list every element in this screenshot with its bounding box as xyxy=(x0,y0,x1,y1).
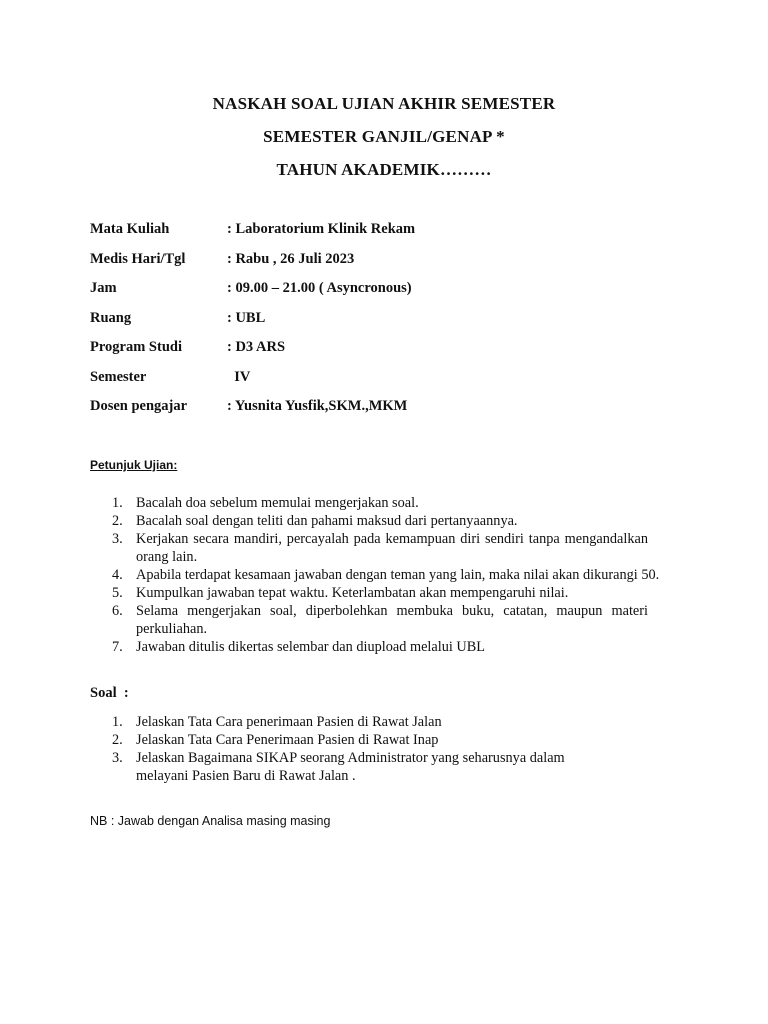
list-item-number: 2. xyxy=(112,732,123,748)
document-title: NASKAH SOAL UJIAN AKHIR SEMESTER xyxy=(212,94,556,113)
list-item xyxy=(90,530,690,566)
info-row-semester xyxy=(90,369,690,399)
instructions-list xyxy=(90,494,690,656)
questions-heading: Soal : xyxy=(90,685,129,701)
list-item-number: 1. xyxy=(112,495,123,511)
list-item-text: Apabila terdapat kesamaan jawaban dengan teman yang lain, maka nilai akan dikurangi 50. xyxy=(136,567,660,583)
info-value: : Rabu , 26 Juli 2023 xyxy=(227,250,355,267)
list-item-text: Jelaskan Tata Cara Penerimaan Pasien di Rawat Inap xyxy=(136,732,439,748)
list-item-text: Jawaban ditulis dikertas selembar dan diupload melalui UBL xyxy=(136,639,485,655)
info-row-time xyxy=(90,280,690,310)
list-item-text: Kumpulkan jawaban tepat waktu. Keterlambatan akan mempengaruhi nilai. xyxy=(136,585,569,601)
info-row-date xyxy=(90,251,690,281)
document-subtitle-year: TAHUN AKADEMIK……… xyxy=(276,160,492,179)
list-item-number: 7. xyxy=(112,639,123,655)
list-item-number: 1. xyxy=(112,714,123,730)
list-item-number: 5. xyxy=(112,585,123,601)
list-item xyxy=(90,638,690,656)
info-row-lecturer xyxy=(90,398,690,428)
info-row-room xyxy=(90,310,690,340)
list-item-text: Selama mengerjakan soal, diperbolehkan membuka buku, catatan, maupun materi perkuliahan. xyxy=(136,603,648,637)
info-label: Jam xyxy=(90,280,117,296)
info-label: Semester xyxy=(90,368,147,385)
info-value: : D3 ARS xyxy=(227,339,286,355)
questions-list xyxy=(90,713,690,785)
list-item-text: Jelaskan Bagaimana SIKAP seorang Administrator yang seharusnya dalam melayani Pasien Baru di Rawat Jalan . xyxy=(136,750,565,784)
list-item-number: 4. xyxy=(112,567,123,583)
info-row-program xyxy=(90,339,690,369)
info-label: Ruang xyxy=(90,309,132,326)
footer-note: NB : Jawab dengan Analisa masing masing xyxy=(90,814,331,828)
info-label: Medis Hari/Tgl xyxy=(90,250,186,267)
instructions-heading: Petunjuk Ujian: xyxy=(90,458,178,472)
list-item-text: Kerjakan secara mandiri, percayalah pada kemampuan diri sendiri tanpa mengandalkan orang lain. xyxy=(136,531,648,565)
list-item-number: 6. xyxy=(112,603,123,619)
document-subtitle-semester: SEMESTER GANJIL/GENAP * xyxy=(263,127,505,146)
info-value: : Laboratorium Klinik Rekam xyxy=(227,221,416,237)
info-value: : 09.00 – 21.00 ( Asyncronous) xyxy=(227,280,412,296)
info-row-course xyxy=(90,221,690,251)
list-item xyxy=(90,602,690,638)
list-item xyxy=(90,713,690,731)
list-item-text: Bacalah soal dengan teliti dan pahami maksud dari pertanyaannya. xyxy=(136,513,518,529)
list-item-text: Jelaskan Tata Cara penerimaan Pasien di Rawat Jalan xyxy=(136,714,442,730)
list-item xyxy=(90,494,690,512)
list-item xyxy=(90,749,690,785)
list-item xyxy=(90,584,690,602)
list-item-number: 2. xyxy=(112,513,123,529)
list-item-number: 3. xyxy=(112,750,123,766)
list-item xyxy=(90,731,690,749)
course-info-block xyxy=(90,221,690,428)
list-item-number: 3. xyxy=(112,531,123,547)
info-label: Dosen pengajar xyxy=(90,398,188,414)
list-item-text: Bacalah doa sebelum memulai mengerjakan soal. xyxy=(136,495,419,511)
list-item xyxy=(90,512,690,530)
list-item xyxy=(90,566,690,584)
info-label: Mata Kuliah xyxy=(90,221,170,237)
info-value: : UBL xyxy=(227,309,266,326)
info-label: Program Studi xyxy=(90,339,182,355)
info-value: : Yusnita Yusfik,SKM.,MKM xyxy=(227,398,408,414)
info-value: IV xyxy=(227,368,251,385)
